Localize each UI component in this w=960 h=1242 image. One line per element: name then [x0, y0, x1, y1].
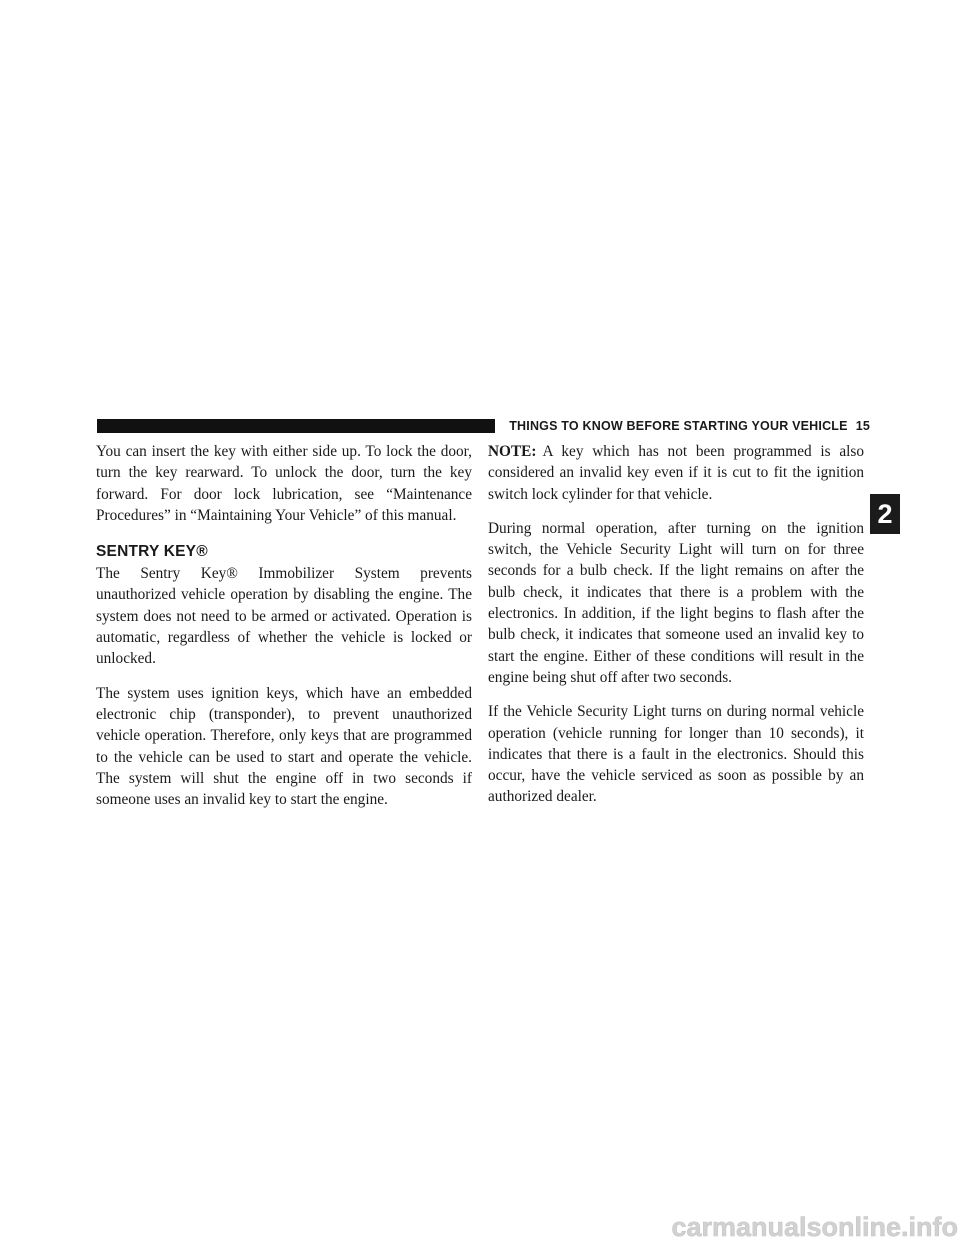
watermark-text: carmanualsonline.info — [671, 1212, 958, 1242]
sentry-key-paragraph-2: The system uses ignition keys, which have an embedded electronic chip (transponder), to prevent unauthorized vehicle operation. Therefore, only keys that are programmed to the vehicle can be used to start and operate the vehicle. The system will shut the engine off in two seconds if someone uses an invalid key to start the engine. — [96, 684, 472, 809]
page-number: 15 — [855, 419, 870, 433]
note-text: A key which has not been programmed is also considered an invalid key even if it is cut to fit the ignition switch lock cylinder for that vehicle. — [488, 443, 864, 503]
right-column — [488, 441, 864, 821]
chapter-tab: 2 — [870, 494, 900, 534]
running-header — [498, 417, 870, 435]
header-rule — [97, 419, 495, 433]
security-light-paragraph-1: During normal operation, after turning on the ignition switch, the Vehicle Security Light will turn on for three seconds for a bulb check. If the light remains on after the bulb check, it indicates that there is a problem with the electronics. In addition, if the light begins to flash after the bulb check, it indicates that someone used an invalid key to start the engine. Either of these conditions will result in the engine being shut off after two seconds. — [488, 519, 864, 686]
left-column — [96, 441, 472, 823]
sentry-key-paragraph-1: The Sentry Key® Immobilizer System prevents unauthorized vehicle operation by disabling the engine. The system does not need to be armed or activated. Operation is automatic, regardless of whether the vehicle is locked or unlocked. — [96, 565, 472, 668]
intro-paragraph: You can insert the key with either side up. To lock the door, turn the key rearward. To unlock the door, turn the key forward. For door lock lubrication, see “Maintenance Procedures” in “Maintaining Your Vehicle” of this manual. — [96, 443, 472, 524]
note-label: NOTE: — [488, 443, 537, 460]
security-light-paragraph-2: If the Vehicle Security Light turns on during normal vehicle operation (vehicle running for longer than 10 seconds), it indicates that there is a fault in the electronics. Should this occur, have the vehicle serviced as soon as possible by an authorized dealer. — [488, 703, 864, 806]
note-paragraph — [488, 441, 864, 505]
section-heading: SENTRY KEY® — [96, 543, 208, 561]
section-title: THINGS TO KNOW BEFORE STARTING YOUR VEHICLE — [509, 419, 848, 433]
